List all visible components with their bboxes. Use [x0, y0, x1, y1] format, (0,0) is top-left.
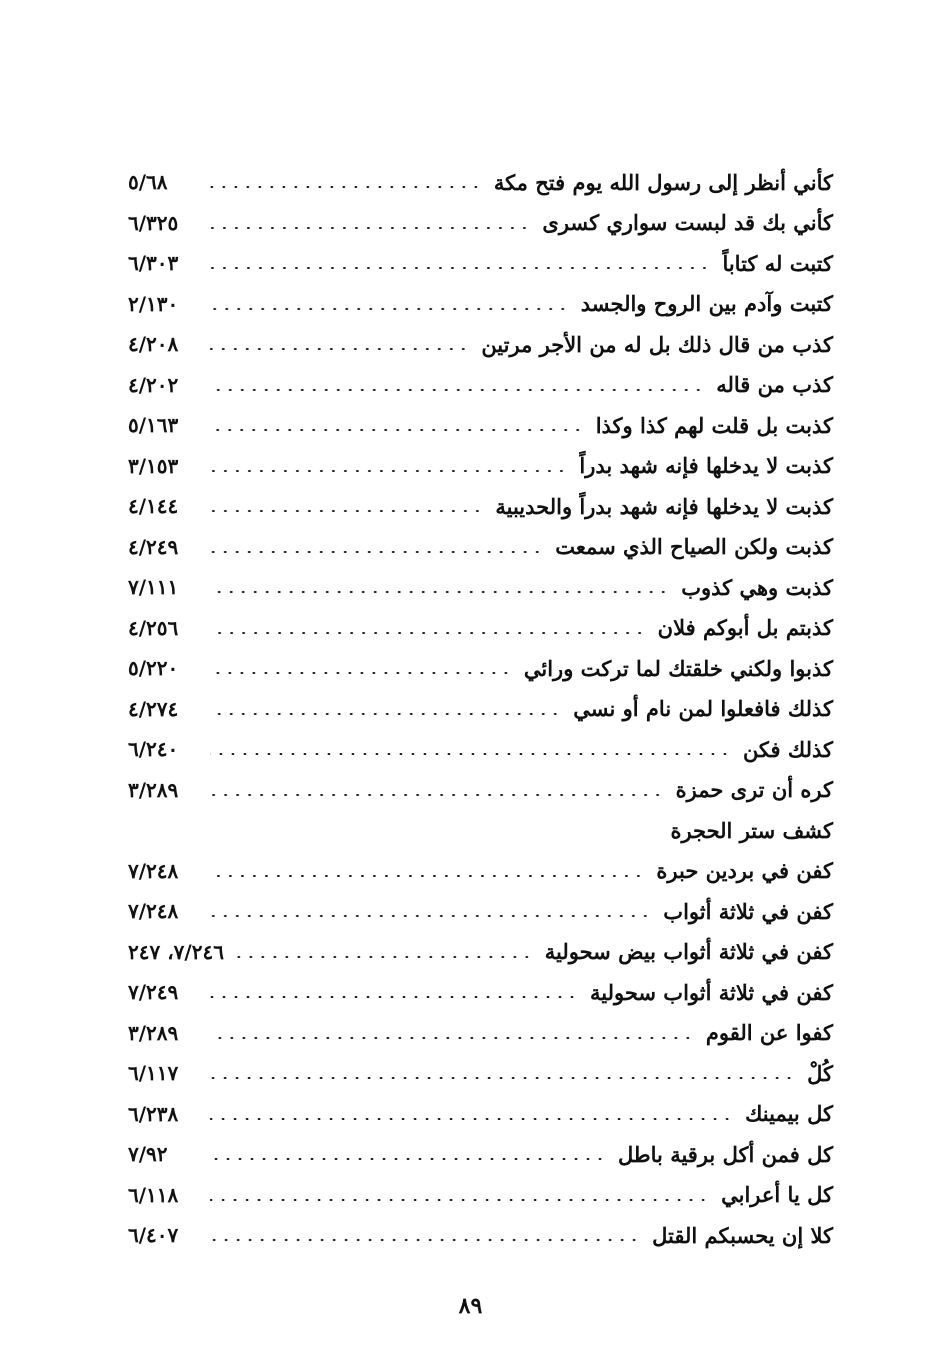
- index-entry: [128, 1134, 833, 1175]
- entry-phrase: كذلك فافعلوا لمن نام أو نسي: [573, 696, 833, 722]
- index-entry: [128, 203, 833, 244]
- entry-reference: ٤/٢٤٩: [128, 534, 179, 559]
- entry-reference: ٤/١٤٤: [128, 494, 179, 519]
- entry-phrase: كفن في بردين حبرة: [656, 858, 833, 884]
- entry-phrase: كفن في ثلاثة أثواب سحولية: [590, 979, 833, 1005]
- index-entry: [128, 851, 833, 892]
- index-entry: [128, 446, 833, 487]
- dot-leader: [210, 875, 644, 877]
- dot-leader: [210, 915, 651, 917]
- entry-reference: ٧/٢٤٩: [128, 980, 179, 1005]
- entry-reference: ٥/١٦٣: [128, 413, 179, 438]
- dot-leader: [210, 429, 584, 431]
- index-list: [128, 162, 833, 1256]
- index-entry: [128, 324, 833, 365]
- index-entry: [128, 1215, 833, 1256]
- index-entry: [128, 1175, 833, 1216]
- entry-phrase: كذبت بل قلت لهم كذا وكذا: [595, 412, 833, 438]
- entry-reference: ٧/٢٤٨: [128, 858, 179, 883]
- dot-leader: [210, 186, 482, 188]
- entry-phrase: كشف ستر الحجرة: [670, 817, 833, 843]
- entry-phrase: كأني بك قد لبست سواري كسرى: [542, 210, 833, 236]
- index-entry: [128, 1053, 833, 1094]
- entry-reference: ٦/٤٠٧: [128, 1223, 179, 1248]
- index-entry: [128, 567, 833, 608]
- entry-reference: ٥/٢٢٠: [128, 656, 179, 681]
- dot-leader: [210, 713, 561, 715]
- index-entry: [128, 689, 833, 730]
- index-entry: [128, 810, 833, 851]
- entry-reference: ٦/١١٨: [128, 1182, 179, 1207]
- entry-phrase: كل يا أعرابي: [721, 1182, 833, 1208]
- page-number: ٨٩: [458, 1293, 483, 1319]
- entry-phrase: كذب من قاله: [716, 372, 833, 398]
- entry-phrase: كره أن ترى حمزة: [675, 777, 833, 803]
- dot-leader: [210, 672, 512, 674]
- dot-leader: [210, 1118, 733, 1120]
- dot-leader: [210, 1158, 606, 1160]
- dot-leader: [210, 632, 646, 634]
- entry-reference: ٧/١١١: [128, 575, 179, 600]
- entry-phrase: كفن في ثلاثة أثواب: [663, 898, 833, 924]
- dot-leader: [210, 227, 530, 229]
- entry-phrase: كذبتم بل أبوكم فلان: [657, 615, 833, 641]
- entry-phrase: كذبت لا يدخلها فإنه شهد بدراً: [579, 453, 833, 479]
- index-entry: [128, 162, 833, 203]
- index-entry: [128, 405, 833, 446]
- index-entry: [128, 648, 833, 689]
- entry-phrase: كلا إن يحسبكم القتل: [652, 1222, 833, 1248]
- dot-leader: [210, 753, 731, 755]
- index-entry: [128, 527, 833, 568]
- entry-phrase: كذبوا ولكني خلقتك لما تركت ورائي: [523, 655, 833, 681]
- dot-leader: [210, 591, 669, 593]
- entry-phrase: كذبت ولكن الصياح الذي سمعت: [555, 534, 833, 560]
- entry-phrase: كل فمن أكل برقية باطل: [618, 1141, 833, 1167]
- index-entry: [128, 486, 833, 527]
- entry-phrase: كتبت له كتاباً: [722, 250, 833, 276]
- dot-leader: [210, 1077, 795, 1079]
- entry-reference: ٢/١٣٠: [128, 291, 179, 316]
- entry-phrase: كُلْ: [807, 1060, 833, 1086]
- index-entry: [128, 770, 833, 811]
- index-entry: [128, 729, 833, 770]
- dot-leader: [210, 794, 664, 796]
- entry-phrase: كذلك فكن: [742, 736, 833, 762]
- dot-leader: [210, 551, 543, 553]
- entry-reference: ٧/٢٤٦، ٢٤٧: [128, 939, 224, 964]
- entry-reference: ٦/٣٢٥: [128, 210, 179, 235]
- index-entry: [128, 891, 833, 932]
- entry-phrase: كذب من قال ذلك بل له من الأجر مرتين: [481, 331, 833, 357]
- entry-reference: ٣/٢٨٩: [128, 1020, 179, 1045]
- entry-reference: ٤/٢٧٤: [128, 696, 179, 721]
- dot-leader: [210, 470, 567, 472]
- entry-reference: ٦/١١٧: [128, 1061, 179, 1086]
- index-entry: [128, 284, 833, 325]
- index-entry: [128, 1013, 833, 1054]
- entry-reference: ٦/٢٣٨: [128, 1101, 179, 1126]
- index-entry: [128, 243, 833, 284]
- entry-reference: ٦/٣٠٣: [128, 251, 179, 276]
- index-entry: [128, 608, 833, 649]
- entry-phrase: كأني أنظر إلى رسول الله يوم فتح مكة: [493, 169, 833, 195]
- index-entry: [128, 365, 833, 406]
- dot-leader: [210, 1037, 694, 1039]
- dot-leader: [236, 956, 533, 958]
- entry-phrase: كل بيمينك: [745, 1101, 833, 1127]
- entry-phrase: كتبت وآدم بين الروح والجسد: [580, 291, 833, 317]
- index-entry: [128, 932, 833, 973]
- entry-phrase: كذبت لا يدخلها فإنه شهد بدراً والحديبية: [495, 493, 833, 519]
- entry-reference: ٧/٢٤٨: [128, 899, 179, 924]
- entry-reference: ٤/٢٠٢: [128, 372, 179, 397]
- entry-reference: ٤/٢٥٦: [128, 615, 179, 640]
- dot-leader: [210, 308, 569, 310]
- dot-leader: [210, 1199, 709, 1201]
- entry-phrase: كفن في ثلاثة أثواب بيض سحولية: [544, 939, 833, 965]
- dot-leader: [210, 348, 469, 350]
- entry-reference: ٦/٢٤٠: [128, 737, 179, 762]
- entry-phrase: كفوا عن القوم: [705, 1020, 833, 1046]
- dot-leader: [210, 996, 578, 998]
- entry-phrase: كذبت وهي كذوب: [681, 574, 833, 600]
- dot-leader: [210, 1239, 640, 1241]
- dot-leader: [210, 267, 710, 269]
- entry-reference: ٣/٢٨٩: [128, 777, 179, 802]
- dot-leader: [210, 510, 483, 512]
- index-entry: [128, 972, 833, 1013]
- index-entry: [128, 1094, 833, 1135]
- entry-reference: ٥/٦٨: [128, 170, 168, 195]
- entry-reference: ٧/٩٢: [128, 1142, 168, 1167]
- entry-reference: ٤/٢٠٨: [128, 332, 179, 357]
- entry-reference: ٣/١٥٣: [128, 453, 179, 478]
- dot-leader: [210, 389, 704, 391]
